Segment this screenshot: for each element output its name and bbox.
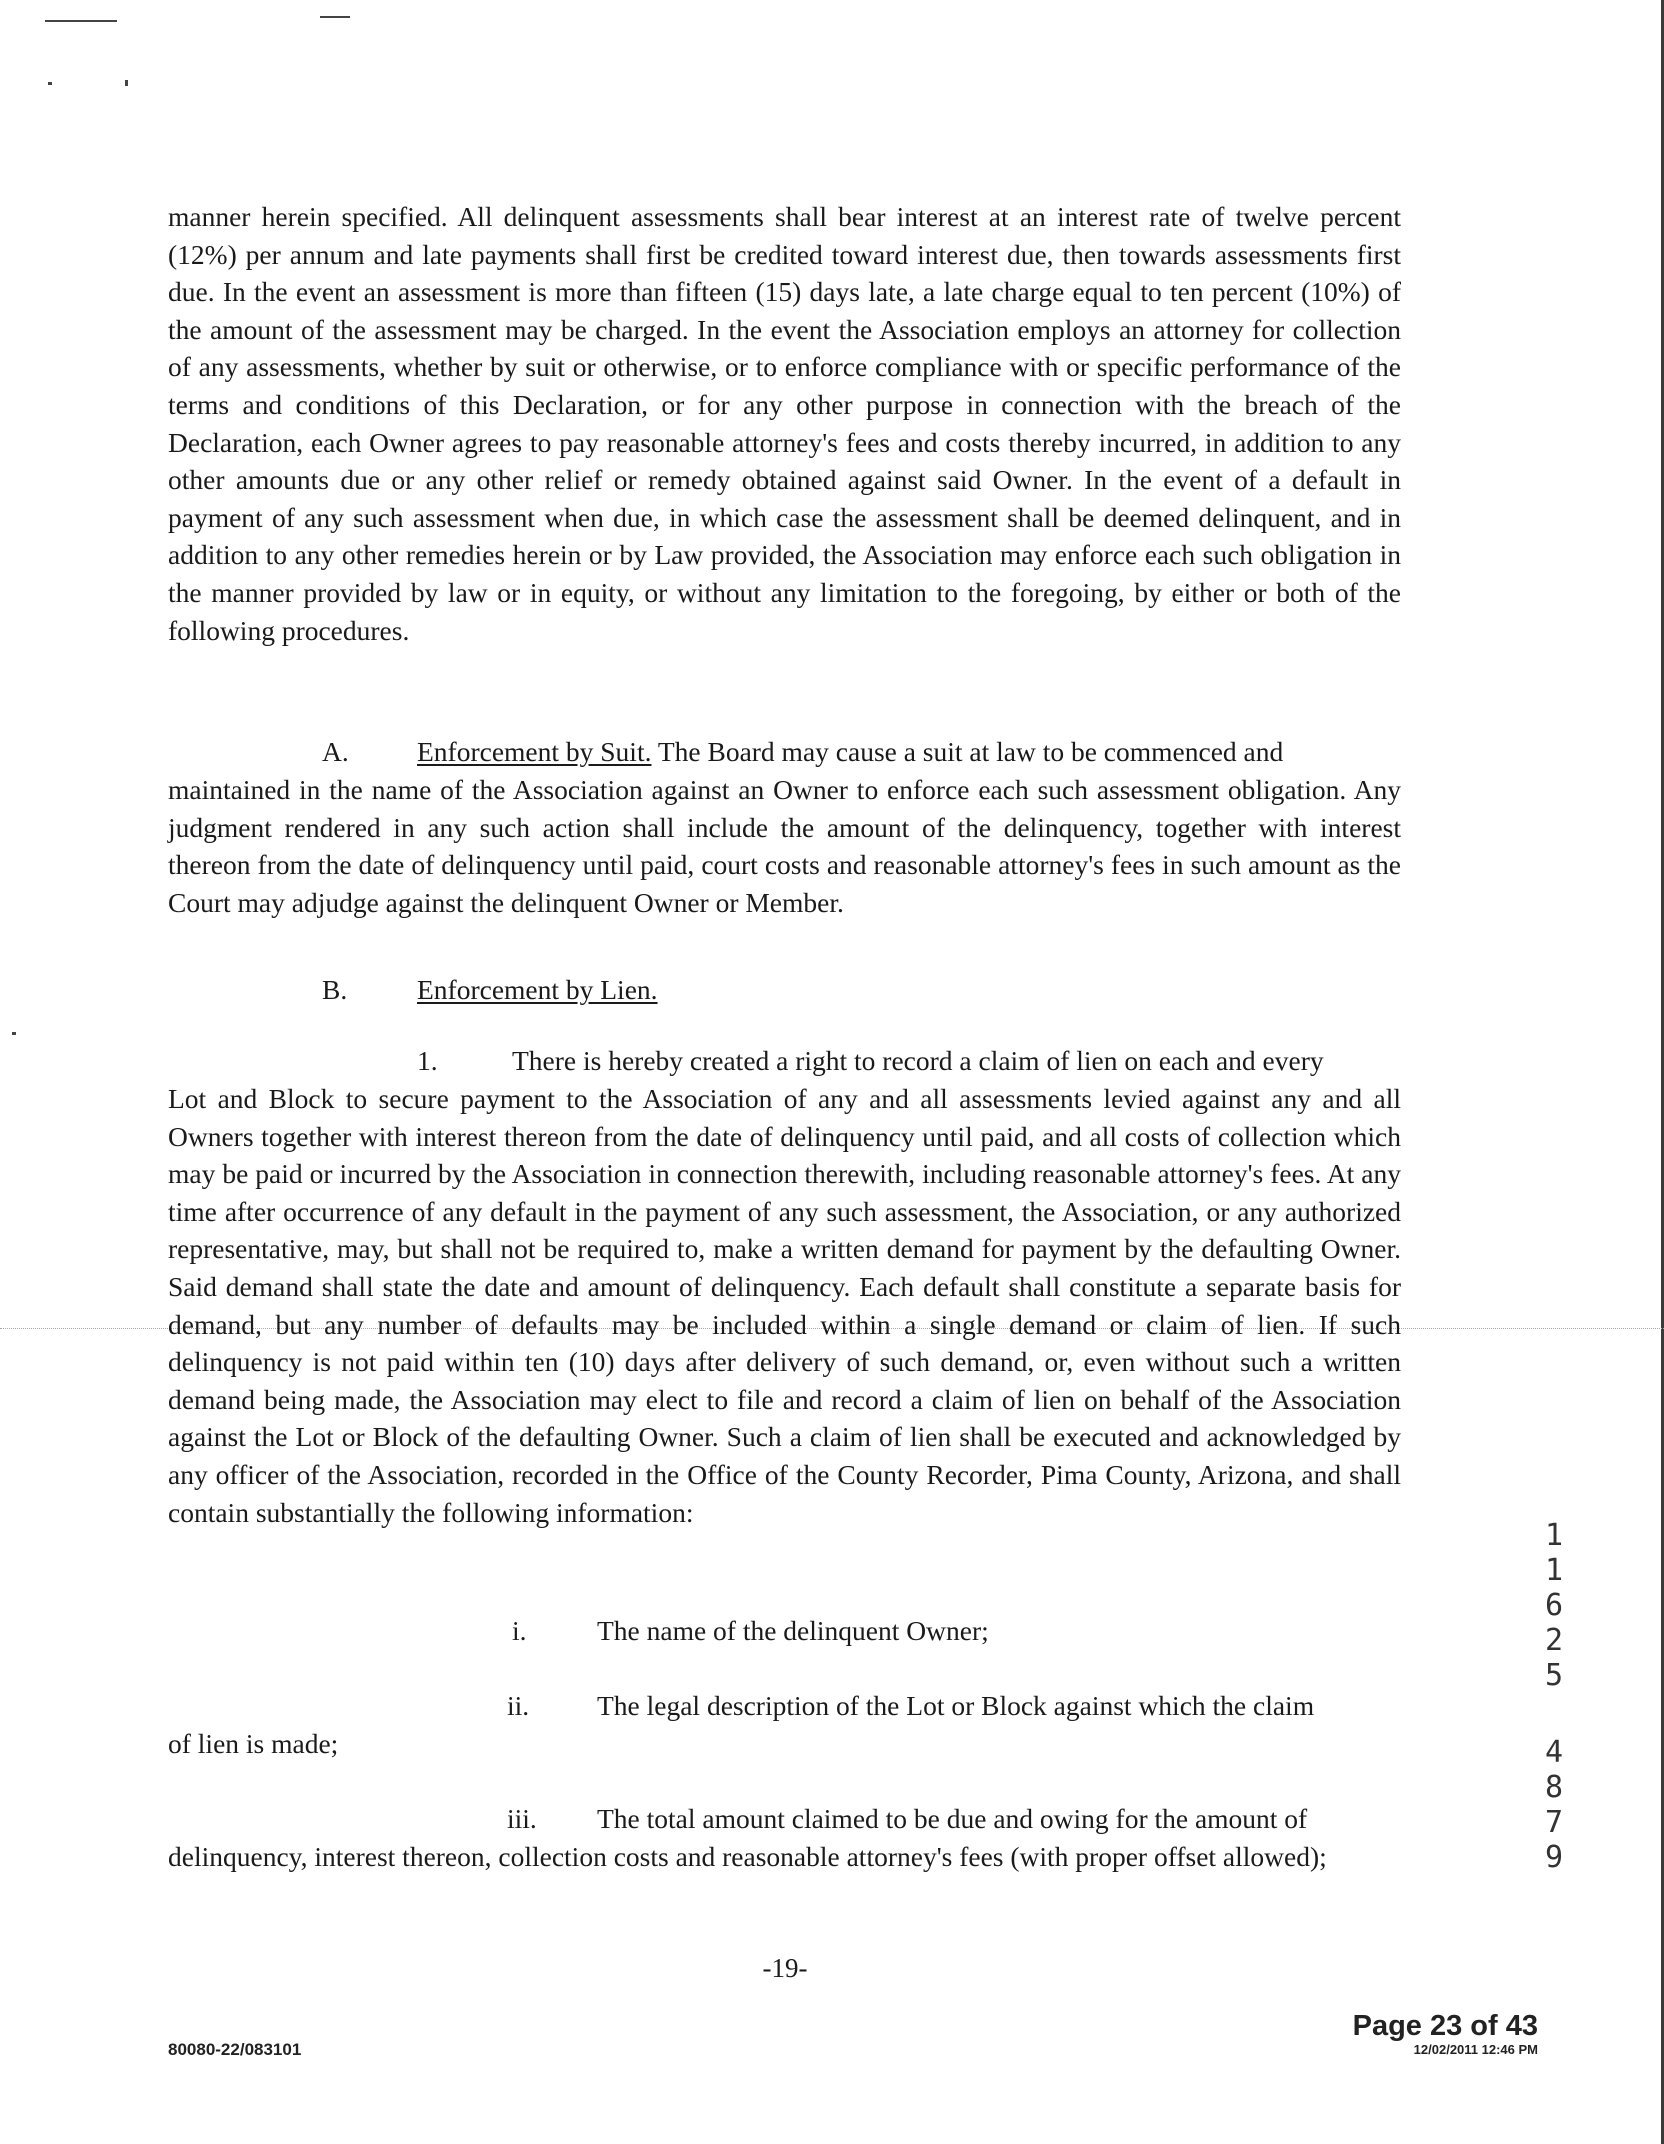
section-b-heading: Enforcement by Lien. [417,974,658,1005]
document-id: 80080-22/083101 [168,2040,302,2059]
page-number: -19- [762,1953,808,1983]
section-b-label: B. [322,974,348,1005]
item-1-label: 1. [417,1045,438,1076]
stamp-digit: 7 [1544,1805,1564,1840]
scan-mark [12,1032,16,1035]
stamp-digit: 8 [1544,1770,1564,1805]
item-iii-continuation: delinquency, interest thereon, collection costs and reasonable attorney's fees (with proper offset allowed); [168,1841,1327,1872]
item-ii-continuation: of lien is made; [168,1728,339,1759]
stamp-digit: 2 [1544,1623,1564,1658]
stamp-digit: 9 [1544,1840,1564,1875]
section-a-label: A. [322,736,349,767]
scan-mark [125,80,128,86]
stamp-gap [1534,1693,1574,1735]
item-1-first-line: There is hereby created a right to record a claim of lien on each and every [512,1045,1324,1076]
item-i-text: The name of the delinquent Owner; [597,1615,989,1646]
stamp-digit: 5 [1544,1658,1564,1693]
section-a-heading: Enforcement by Suit. [417,736,652,767]
item-ii-label: ii. [507,1690,530,1721]
page-info [1353,2010,1538,2058]
intro-paragraph: manner herein specified. All delinquent assessments shall bear interest at an interest rate of twelve percent (12%) per annum and late payments shall first be credited toward interest due, then towards assessments first due. In the event an assessment is more than fifteen (15) days late, a late charge equal to ten percent (10%) of the amount of the assessment may be charged. In the event the Association employs an attorney for collection of any assessments, whether by suit or otherwise, or to enforce compliance with or specific performance of the terms and conditions of this Declaration, or for any other purpose in connection with the breach of the Declaration, each Owner agrees to pay reasonable attorney's fees and costs thereby incurred, in addition to any other amounts due or any other relief or remedy obtained against said Owner. In the event of a default in payment of any such assessment when due, in which case the assessment shall be deemed delinquent, and in addition to any other remedies herein or by Law provided, the Association may enforce each such obligation in the manner provided by law or in equity, or without any limitation to the foregoing, by either or both of the following procedures. [168,201,1401,646]
item-ii-text: The legal description of the Lot or Block against which the claim [597,1690,1315,1721]
item-1-body: Lot and Block to secure payment to the Association of any and all assessments levied against any and all Owners together with interest thereon from the date of delinquency until paid, and all costs of collection which may be paid or incurred by the Association in connection therewith, including reasonable attorney's fees. At any time after occurrence of any default in the payment of any such assessment, the Association, or any authorized representative, may, but shall not be required to, make a written demand for payment by the defaulting Owner. Said demand shall state the date and amount of delinquency. Each default shall constitute a separate basis for demand, but any number of defaults may be included within a single demand or claim of lien. If such delinquency is not paid within ten (10) days after delivery of such demand, or, even without such a written demand being made, the Association may elect to file and record a claim of lien on behalf of the Association against the Lot or Block of the defaulting Owner. Such a claim of lien shall be executed and acknowledged by any officer of the Association, recorded in the Office of the County Recorder, Pima County, Arizona, and shall contain substantially the following information: [168,1083,1401,1528]
recording-stamp [1534,1518,1574,1875]
item-iii-text: The total amount claimed to be due and owing for the amount of [597,1803,1308,1834]
page-of-count: Page 23 of 43 [1352,2010,1538,2042]
item-iii-label: iii. [507,1803,537,1834]
section-a-first-line: The Board may cause a suit at law to be commenced and [651,736,1284,767]
item-i-label: i. [512,1615,527,1646]
scan-mark [48,82,52,85]
section-a-line [417,733,1283,771]
section-a-body: maintained in the name of the Association against an Owner to enforce each such assessment obligation. Any judgment rendered in any such action shall include the amount of the delinquency, together with interest thereon from the date of delinquency until paid, court costs and reasonable attorney's fees in such amount as the Court may adjudge against the delinquent Owner or Member. [168,774,1401,918]
stamp-digit: 1 [1544,1553,1564,1588]
scan-mark [45,20,117,22]
scan-mark [320,16,350,18]
stamp-digit: 4 [1544,1735,1564,1770]
stamp-digit: 1 [1544,1518,1564,1553]
print-timestamp: 12/02/2011 12:46 PM [1413,2042,1538,2057]
stamp-digit: 6 [1544,1588,1564,1623]
